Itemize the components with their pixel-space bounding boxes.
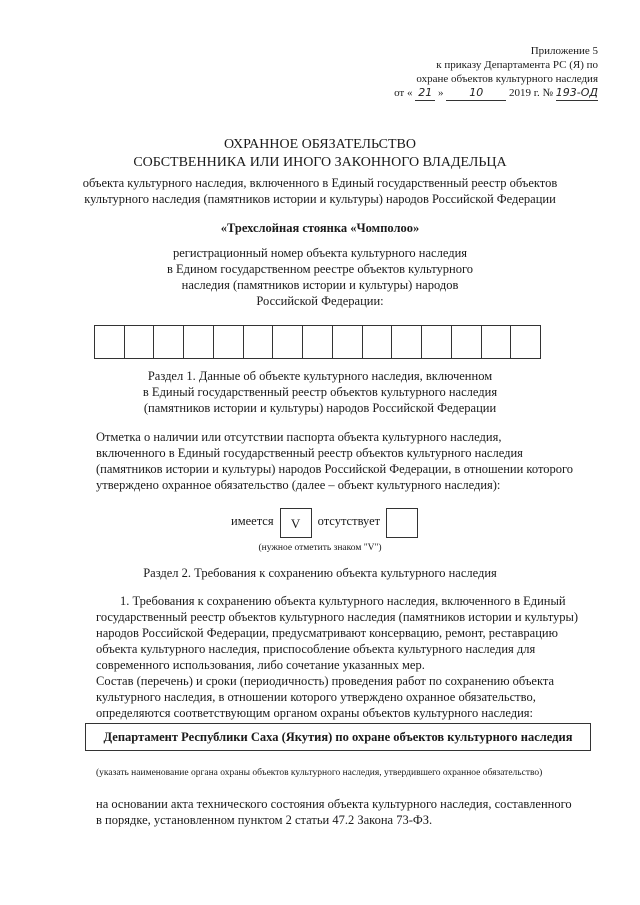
reg-line-4: Российской Федерации: (256, 294, 384, 308)
section2-p3-line-2: в порядке, установленном пунктом 2 статьи 47.2 Закона 73-ФЗ. (96, 813, 433, 827)
passport-line-3: (памятников истории и культуры) народов Российской Федерации, в отношении которого (96, 462, 574, 476)
title-line-1: ОХРАННОЕ ОБЯЗАТЕЛЬСТВО (224, 137, 416, 152)
section2-heading: Раздел 2. Требования к сохранению объекта культурного наследия (143, 566, 497, 580)
reg-number-cell[interactable] (302, 326, 332, 358)
passport-line-4: утверждено охранное обязательство (далее – объект культурного наследия): (96, 478, 501, 492)
reg-number-cell[interactable] (332, 326, 362, 358)
reg-number-cell[interactable] (95, 326, 124, 358)
section2-p1-line-4: объекта культурного наследия, приспособление объекта культурного наследия для (96, 642, 536, 656)
appendix-line-1: Приложение 5 (530, 45, 598, 57)
has-passport-label: имеется (231, 513, 274, 528)
reg-line-3: наследия (памятников истории и культуры) народов (181, 278, 459, 292)
reg-number-cell[interactable] (481, 326, 511, 358)
handwritten-day: 21 (415, 86, 435, 101)
reg-number-cell[interactable] (183, 326, 213, 358)
appendix-date-line: от « 21 » 10 2019 г. № 193-ОД (394, 86, 598, 99)
passport-line-1: Отметка о наличии или отсутствии паспорта объекта культурного наследия, (96, 430, 502, 444)
section2-p1-line-5: современного использования, либо сочетание указанных мер. (96, 658, 425, 672)
section2-p1-line-2: государственный реестр объектов культурного наследия (памятников истории и культуры) (96, 610, 579, 624)
absent-passport-checkbox[interactable] (386, 508, 418, 538)
section2-p1-line-3: народов Российской Федерации, предусматривают консервацию, ремонт, реставрацию (96, 626, 558, 640)
reg-number-cell[interactable] (153, 326, 183, 358)
reg-line-1: регистрационный номер объекта культурного наследия (172, 246, 468, 260)
passport-note: (нужное отметить знаком "V") (258, 543, 382, 553)
title-line-2: СОБСТВЕННИКА ИЛИ ИНОГО ЗАКОННОГО ВЛАДЕЛЬЦА (133, 155, 507, 170)
reg-number-cell[interactable] (451, 326, 481, 358)
reg-number-cell[interactable] (362, 326, 392, 358)
passport-checkbox-row (231, 508, 418, 538)
section2-p2-line-2: культурного наследия, в отношении которого утверждено охранное обязательство, (96, 690, 536, 704)
handwritten-month: 10 (446, 86, 506, 101)
reg-line-2: в Едином государственном реестре объектов культурного (166, 262, 474, 276)
department-note: (указать наименование органа охраны объектов культурного наследия, утвердившего охранное обязательство) (96, 768, 543, 778)
appendix-block (394, 44, 598, 101)
reg-number-cell[interactable] (272, 326, 302, 358)
section2-p1-line-1: 1. Требования к сохранению объекта культурного наследия, включенного в Единый (120, 594, 566, 608)
section2-p2-line-3: определяются соответствующим органом охраны объектов культурного наследия: (96, 706, 534, 720)
appendix-line-3: охране объектов культурного наследия (416, 73, 598, 85)
section1-line-3: (памятников истории и культуры) народов Российской Федерации (143, 401, 497, 415)
reg-number-grid (94, 325, 541, 359)
reg-number-cell[interactable] (510, 326, 540, 358)
passport-line-2: включенного в Единый государственный реестр объектов культурного наследия (96, 446, 523, 460)
reg-number-cell[interactable] (213, 326, 243, 358)
reg-number-cell[interactable] (421, 326, 451, 358)
department-field: Департамент Республики Саха (Якутия) по охране объектов культурного наследия (85, 723, 591, 751)
reg-number-cell[interactable] (243, 326, 273, 358)
reg-number-cell[interactable] (124, 326, 154, 358)
section1-line-1: Раздел 1. Данные об объекте культурного наследия, включенном (147, 369, 493, 383)
title-line-4: культурного наследия (памятников истории и культуры) народов Российской Федерации (84, 192, 556, 206)
object-name: «Трехслойная стоянка «Чомполоо» (220, 221, 420, 235)
title-line-3: объекта культурного наследия, включенного в Единый государственный реестр объектов (82, 176, 558, 190)
handwritten-number: 193-ОД (555, 86, 598, 99)
absent-passport-label: отсутствует (317, 513, 381, 528)
section1-line-2: в Единый государственный реестр объектов культурного наследия (142, 385, 498, 399)
reg-number-cell[interactable] (391, 326, 421, 358)
appendix-line-2: к приказу Департамента РС (Я) по (436, 59, 598, 71)
has-passport-checkbox[interactable]: V (280, 508, 312, 538)
section2-p3-line-1: на основании акта технического состояния объекта культурного наследия, составленного (96, 797, 572, 811)
section2-p2-line-1: Состав (перечень) и сроки (периодичность) проведения работ по сохранению объекта (96, 674, 555, 688)
